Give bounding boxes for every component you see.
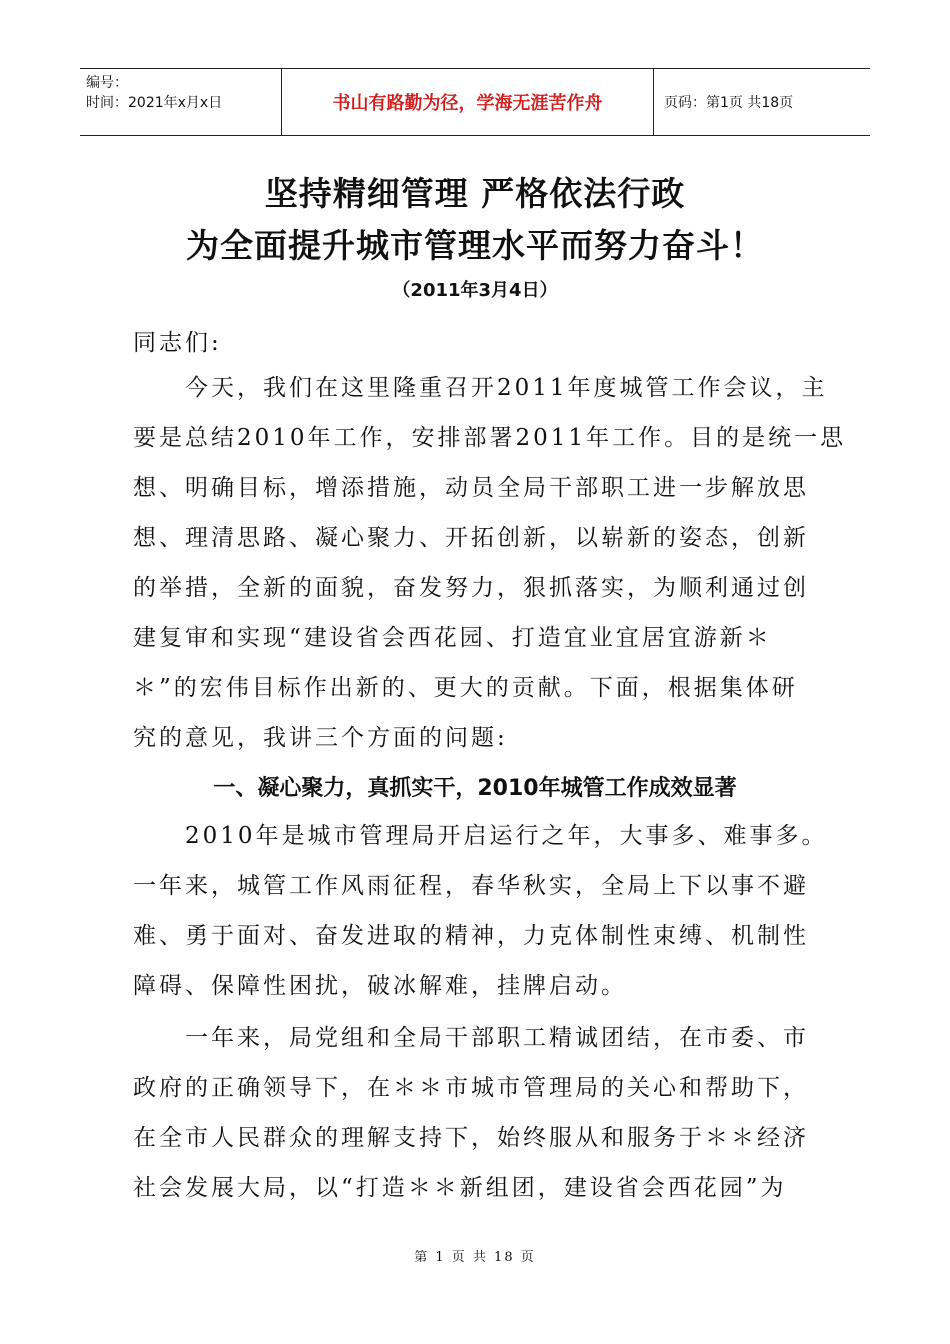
number-label: 编号： <box>86 75 128 91</box>
header-motto: 书山有路勤为径，学海无涯苦作舟 <box>282 69 654 135</box>
time-label: 时间：2021年x月x日 <box>86 95 223 111</box>
title-line-2: 为全面提升城市管理水平而努力奋斗！ <box>186 226 764 265</box>
header-page-info: 页码：第1页 共18页 <box>664 95 794 111</box>
paragraph-1 <box>133 363 847 763</box>
text-line: 一年来，局党组和全局干部职工精诚团结，在市委、市 <box>133 1025 809 1051</box>
document-date: （2011年3月4日） <box>392 280 558 301</box>
paragraph-2 <box>133 811 828 1011</box>
header-meta <box>80 69 282 135</box>
text-line: 社会发展大局，以“打造＊＊新组团，建设省会西花园”为 <box>133 1175 787 1201</box>
text-line: 要是总结2010年工作，安排部署2011年工作。目的是统一思 <box>133 425 847 451</box>
text-line: 想、明确目标，增添措施，动员全局干部职工进一步解放思 <box>133 475 809 501</box>
text-line: 难、勇于面对、奋发进取的精神，力克体制性束缚、机制性 <box>133 923 809 949</box>
page-footer: 第 1 页 共 18 页 <box>414 1250 536 1265</box>
paragraph-3 <box>133 1013 823 1213</box>
text-line: 障碍、保障性困扰，破冰解难，挂牌启动。 <box>133 973 627 999</box>
header-table <box>80 68 870 136</box>
salutation-text: 同志们: <box>133 330 222 356</box>
text-line: 一年来，城管工作风雨征程，春华秋实，全局上下以事不避 <box>133 873 809 899</box>
text-line: 究的意见，我讲三个方面的问题: <box>133 725 508 751</box>
text-line: 的举措，全新的面貌，奋发努力，狠抓落实，为顺利通过创 <box>133 575 809 601</box>
title-line-1: 坚持精细管理 严格依法行政 <box>264 174 686 213</box>
text-line: 政府的正确领导下，在＊＊市城市管理局的关心和帮助下， <box>133 1075 809 1101</box>
text-line: 今天，我们在这里隆重召开2011年度城管工作会议，主 <box>133 375 828 401</box>
text-line: ＊”的宏伟目标作出新的、更大的贡献。下面，根据集体研 <box>133 675 798 701</box>
text-line: 在全市人民群众的理解支持下，始终服从和服务于＊＊经济 <box>133 1125 809 1151</box>
text-line: 2010年是城市管理局开启运行之年，大事多、难事多。 <box>133 823 828 849</box>
salutation <box>133 318 823 368</box>
section-heading: 一、凝心聚力，真抓实干，2010年城管工作成效显著 <box>213 776 737 801</box>
text-line: 建复审和实现“建设省会西花园、打造宜业宜居宜游新＊ <box>133 625 772 651</box>
text-line: 想、理清思路、凝心聚力、开拓创新，以崭新的姿态，创新 <box>133 525 809 551</box>
